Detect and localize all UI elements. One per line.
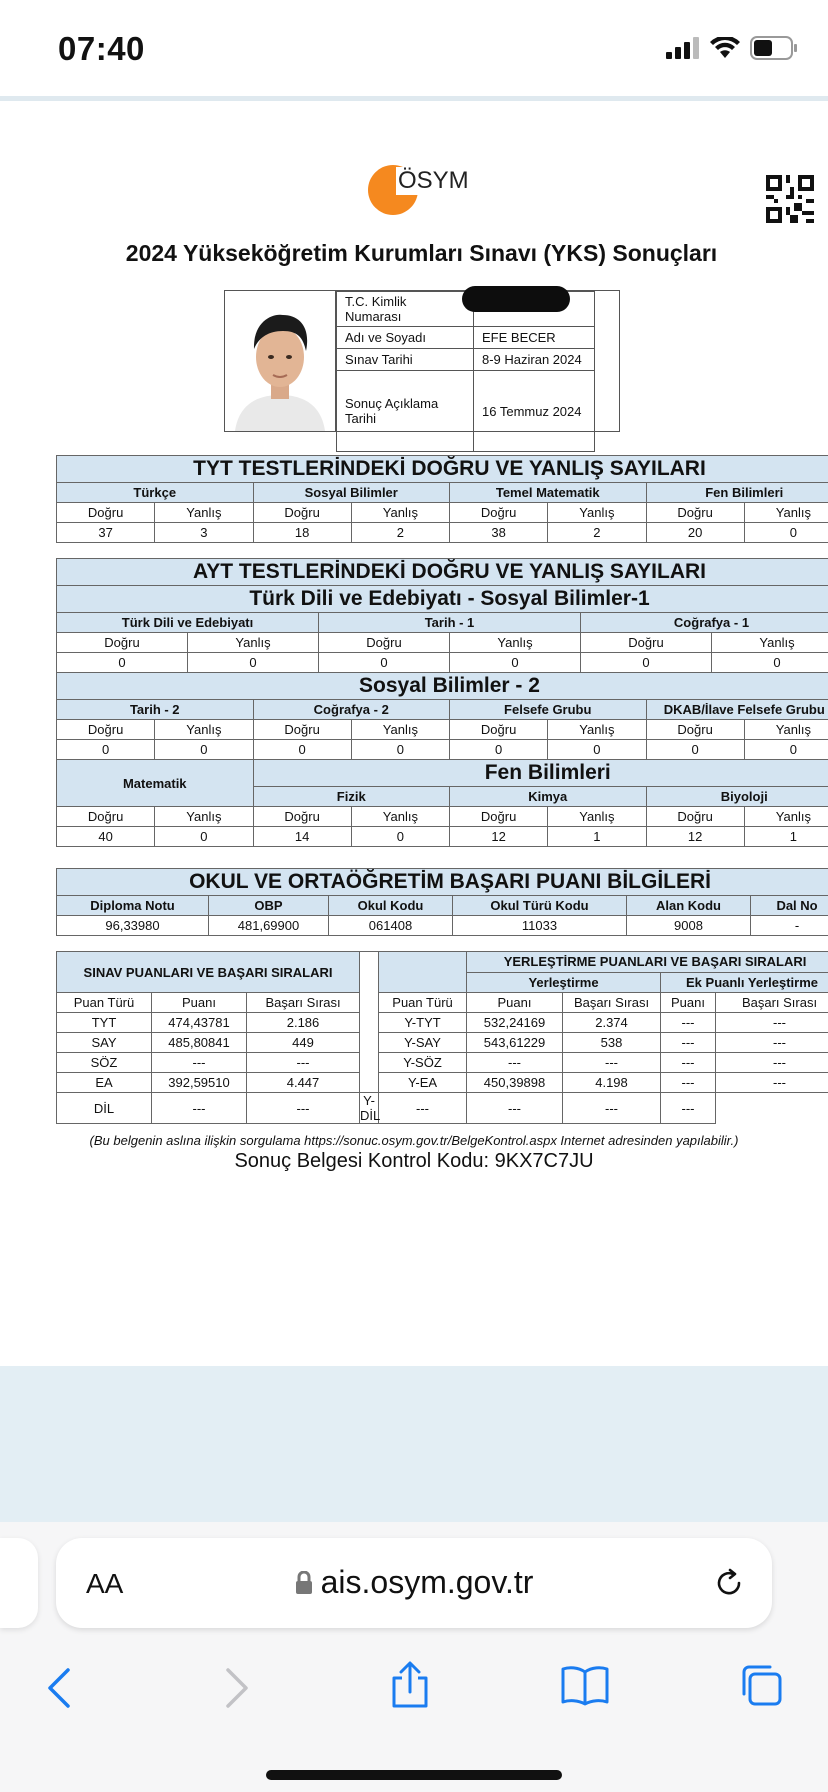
ayt-s2-value: 0 — [548, 740, 646, 760]
score-cell: Y-SAY — [379, 1033, 467, 1053]
verification-note: (Bu belgenin aslına ilişkin sorgulama https://sonuc.osym.gov.tr/BelgeKontrol.aspx Internet adresinden yapılabilir.) — [89, 1133, 739, 1148]
score-cell: --- — [716, 1073, 828, 1093]
obp-header: Alan Kodu — [627, 896, 751, 916]
score-cell: 392,59510 — [152, 1073, 247, 1093]
ayt-s2-subject: Coğrafya - 2 — [253, 700, 450, 720]
ayt-s2-dy: Doğru — [57, 720, 155, 740]
ayt-s2-value: 0 — [57, 740, 155, 760]
obp-value: 11033 — [453, 916, 627, 936]
name-value: EFE BECER — [474, 327, 595, 349]
candidate-photo — [225, 291, 336, 431]
score-cell: --- — [467, 1053, 563, 1073]
obp-header: OBP — [209, 896, 329, 916]
battery-icon — [750, 36, 798, 60]
address-bar[interactable] — [56, 1538, 772, 1628]
obp-value: - — [751, 916, 828, 936]
url-display[interactable] — [56, 1564, 772, 1601]
ayt-s3-value: 40 — [57, 827, 155, 847]
reload-icon[interactable] — [712, 1566, 746, 1600]
obp-title: OKUL VE ORTAÖĞRETİM BAŞARI PUANI BİLGİLERİ — [57, 869, 828, 896]
home-indicator — [266, 1770, 562, 1780]
ayt-s2-dy: Doğru — [253, 720, 351, 740]
tabs-icon[interactable] — [738, 1662, 784, 1708]
page-top-divider — [0, 96, 828, 101]
obp-header: Diploma Notu — [57, 896, 209, 916]
ayt-s2-dy: Yanlış — [351, 720, 449, 740]
ayt-s2-dy: Yanlış — [744, 720, 828, 740]
score-cell: Y-EA — [379, 1073, 467, 1093]
scores-left-title: SINAV PUANLARI VE BAŞARI SIRALARI — [57, 952, 360, 993]
ayt-s2-title: Sosyal Bilimler - 2 — [57, 673, 828, 700]
scores-gap — [360, 952, 379, 1093]
forward-icon[interactable] — [222, 1666, 252, 1710]
control-code: Sonuç Belgesi Kontrol Kodu: 9KX7C7JU — [234, 1150, 594, 1172]
ayt-s2-subject: Tarih - 2 — [57, 700, 254, 720]
candidate-photo-illustration — [225, 291, 335, 431]
tc-value — [474, 292, 595, 327]
scores-left-header: Başarı Sırası — [247, 993, 360, 1013]
table-row — [57, 1053, 828, 1073]
share-icon[interactable] — [388, 1660, 432, 1710]
url-text: ais.osym.gov.tr — [320, 1564, 534, 1600]
tc-label: T.C. Kimlik Numarası — [337, 292, 474, 327]
tyt-value: 2 — [548, 523, 646, 543]
score-cell: --- — [661, 1013, 716, 1033]
ayt-s1-dy: Yanlış — [188, 633, 319, 653]
tyt-dy: Yanlış — [351, 503, 449, 523]
reader-settings-button[interactable]: AA — [86, 1568, 124, 1599]
obp-section — [56, 868, 828, 936]
ayt-s3-value: 12 — [646, 827, 744, 847]
score-cell: --- — [467, 1093, 563, 1124]
ayt-s1-value: 0 — [188, 653, 319, 673]
score-cell: 4.198 — [563, 1073, 661, 1093]
score-cell: 4.447 — [247, 1073, 360, 1093]
bookmarks-icon[interactable] — [560, 1664, 610, 1706]
ayt-s3-value: 1 — [548, 827, 646, 847]
score-cell: --- — [716, 1033, 828, 1053]
score-cell: --- — [563, 1093, 661, 1124]
score-cell: 543,61229 — [467, 1033, 563, 1053]
ayt-table — [56, 558, 828, 847]
browser-toolbar — [0, 1522, 828, 1792]
ayt-s3-dy: Yanlış — [744, 807, 828, 827]
tyt-value: 37 — [57, 523, 155, 543]
ayt-s2-dy: Yanlış — [548, 720, 646, 740]
tyt-title: TYT TESTLERİNDEKİ DOĞRU VE YANLIŞ SAYILARI — [57, 456, 828, 483]
logo-text: ÖSYM — [398, 167, 469, 194]
score-cell: 2.374 — [563, 1013, 661, 1033]
ayt-s1-title: Türk Dili ve Edebiyatı - Sosyal Bilimler-1 — [57, 586, 828, 613]
identity-box — [224, 290, 620, 432]
ayt-s3-dy: Yanlış — [351, 807, 449, 827]
scores-right-header: Puanı — [661, 993, 716, 1013]
tyt-value: 18 — [253, 523, 351, 543]
ayt-s2-subject: Felsefe Grubu — [450, 700, 647, 720]
score-cell: --- — [661, 1053, 716, 1073]
table-row — [57, 1013, 828, 1033]
ayt-fen-title: Fen Bilimleri — [253, 760, 828, 787]
status-time: 07:40 — [58, 30, 145, 67]
tyt-dy: Doğru — [646, 503, 744, 523]
ayt-s1-subject: Tarih - 1 — [319, 613, 581, 633]
score-cell: Y-TYT — [379, 1013, 467, 1033]
ayt-fen-subject: Fizik — [253, 787, 450, 807]
scores-left-header: Puan Türü — [57, 993, 152, 1013]
signal-icon — [666, 37, 700, 59]
scores-table — [56, 951, 828, 1124]
ayt-s1-subject: Coğrafya - 1 — [581, 613, 828, 633]
obp-header: Okul Kodu — [329, 896, 453, 916]
score-cell: --- — [247, 1093, 360, 1124]
lock-icon — [295, 1571, 313, 1595]
ayt-s1-subject: Türk Dili ve Edebiyatı — [57, 613, 319, 633]
ayt-s3-dy: Doğru — [646, 807, 744, 827]
result-date-value: 16 Temmuz 2024 — [474, 371, 595, 452]
obp-value: 96,33980 — [57, 916, 209, 936]
ayt-s1-dy: Doğru — [57, 633, 188, 653]
wifi-icon — [710, 37, 740, 59]
ayt-s3-value: 14 — [253, 827, 351, 847]
identity-table — [336, 291, 595, 452]
score-cell: --- — [152, 1093, 247, 1124]
tyt-dy: Yanlış — [744, 503, 828, 523]
scores-left-header: Puanı — [152, 993, 247, 1013]
tyt-dy: Yanlış — [548, 503, 646, 523]
scores-ek-label: Ek Puanlı Yerleştirme — [661, 972, 828, 993]
ayt-s1-value: 0 — [57, 653, 188, 673]
tyt-subject: Türkçe — [57, 483, 254, 503]
scores-right-title: YERLEŞTİRME PUANLARI VE BAŞARI SIRALARI — [467, 952, 828, 973]
scores-right-blank — [379, 952, 467, 993]
table-row — [57, 1093, 828, 1124]
scores-right-header: Puanı — [467, 993, 563, 1013]
obp-header: Dal No — [751, 896, 828, 916]
ayt-mat-label: Matematik — [57, 760, 254, 807]
page-bottom-area — [0, 1366, 828, 1526]
score-cell: 450,39898 — [467, 1073, 563, 1093]
ayt-fen-subject: Kimya — [450, 787, 647, 807]
score-cell: --- — [563, 1053, 661, 1073]
ayt-s1-dy: Doğru — [319, 633, 450, 653]
status-icons — [666, 36, 798, 60]
back-icon[interactable] — [44, 1666, 74, 1710]
score-cell: TYT — [57, 1013, 152, 1033]
ayt-s1-dy: Yanlış — [712, 633, 828, 653]
name-label: Adı ve Soyadı — [337, 327, 474, 349]
obp-value: 9008 — [627, 916, 751, 936]
ayt-title: AYT TESTLERİNDEKİ DOĞRU VE YANLIŞ SAYILARI — [57, 559, 828, 586]
score-cell: --- — [661, 1093, 716, 1124]
page-title: 2024 Yükseköğretim Kurumları Sınavı (YKS) Sonuçları — [125, 240, 718, 266]
ayt-s2-subject: DKAB/İlave Felsefe Grubu — [646, 700, 828, 720]
tyt-subject: Fen Bilimleri — [646, 483, 828, 503]
scores-yer-label: Yerleştirme — [467, 972, 661, 993]
score-cell: --- — [379, 1093, 467, 1124]
tyt-dy: Doğru — [450, 503, 548, 523]
ayt-s3-dy: Yanlış — [155, 807, 253, 827]
ayt-s2-value: 0 — [744, 740, 828, 760]
score-cell: --- — [247, 1053, 360, 1073]
ayt-s2-value: 0 — [155, 740, 253, 760]
score-cell: --- — [661, 1033, 716, 1053]
ayt-fen-subject: Biyoloji — [646, 787, 828, 807]
tyt-subject: Temel Matematik — [450, 483, 647, 503]
scores-right-header: Puan Türü — [379, 993, 467, 1013]
ayt-s3-dy: Doğru — [57, 807, 155, 827]
ayt-s1-value: 0 — [581, 653, 712, 673]
ayt-s3-value: 1 — [744, 827, 828, 847]
table-row — [57, 1073, 828, 1093]
table-row — [57, 1033, 828, 1053]
exam-date-label: Sınav Tarihi — [337, 349, 474, 371]
ayt-s3-value: 0 — [155, 827, 253, 847]
ayt-s1-dy: Doğru — [581, 633, 712, 653]
browser-nav-bar — [0, 1652, 828, 1732]
tyt-value: 3 — [155, 523, 253, 543]
score-cell: --- — [716, 1053, 828, 1073]
ayt-s2-dy: Doğru — [450, 720, 548, 740]
ayt-s2-value: 0 — [450, 740, 548, 760]
ayt-s2-value: 0 — [253, 740, 351, 760]
tyt-table — [56, 455, 828, 543]
ayt-section — [56, 558, 828, 847]
score-cell: SAY — [57, 1033, 152, 1053]
scores-right-header: Başarı Sırası — [716, 993, 828, 1013]
score-cell: 538 — [563, 1033, 661, 1053]
tyt-value: 2 — [351, 523, 449, 543]
ayt-s2-dy: Yanlış — [155, 720, 253, 740]
osym-logo — [368, 155, 508, 215]
ayt-s1-value: 0 — [450, 653, 581, 673]
score-cell: --- — [716, 1013, 828, 1033]
tyt-value: 20 — [646, 523, 744, 543]
qr-code-icon — [766, 175, 814, 223]
result-date-label: Sonuç Açıklama Tarihi — [337, 371, 474, 452]
score-cell: Y-SÖZ — [379, 1053, 467, 1073]
score-cell: 2.186 — [247, 1013, 360, 1033]
score-cell: Y-DİL — [360, 1093, 381, 1123]
tyt-dy: Doğru — [57, 503, 155, 523]
score-cell: --- — [661, 1073, 716, 1093]
score-cell: DİL — [57, 1093, 152, 1124]
scores-right-header: Başarı Sırası — [563, 993, 661, 1013]
score-cell: 532,24169 — [467, 1013, 563, 1033]
ayt-s3-dy: Doğru — [253, 807, 351, 827]
exam-date-value: 8-9 Haziran 2024 — [474, 349, 595, 371]
ayt-s3-value: 12 — [450, 827, 548, 847]
obp-value: 481,69900 — [209, 916, 329, 936]
scores-section — [56, 951, 828, 1124]
ayt-s3-value: 0 — [351, 827, 449, 847]
tyt-section — [56, 455, 828, 543]
score-cell: 485,80841 — [152, 1033, 247, 1053]
status-bar — [0, 0, 828, 96]
score-cell: 474,43781 — [152, 1013, 247, 1033]
score-cell: SÖZ — [57, 1053, 152, 1073]
obp-table — [56, 868, 828, 936]
ayt-s1-dy: Yanlış — [450, 633, 581, 653]
ayt-s1-value: 0 — [712, 653, 828, 673]
tyt-subject: Sosyal Bilimler — [253, 483, 450, 503]
redaction-mark — [462, 286, 570, 312]
previous-tab-stub[interactable] — [0, 1538, 38, 1628]
score-cell: EA — [57, 1073, 152, 1093]
tyt-dy: Yanlış — [155, 503, 253, 523]
obp-header: Okul Türü Kodu — [453, 896, 627, 916]
ayt-s1-value: 0 — [319, 653, 450, 673]
ayt-s3-dy: Yanlış — [548, 807, 646, 827]
ayt-s2-value: 0 — [351, 740, 449, 760]
ayt-s3-dy: Doğru — [450, 807, 548, 827]
ayt-s2-dy: Doğru — [646, 720, 744, 740]
obp-value: 061408 — [329, 916, 453, 936]
score-cell: --- — [152, 1053, 247, 1073]
tyt-value: 0 — [744, 523, 828, 543]
ayt-s2-value: 0 — [646, 740, 744, 760]
tyt-value: 38 — [450, 523, 548, 543]
tyt-dy: Doğru — [253, 503, 351, 523]
score-cell: 449 — [247, 1033, 360, 1053]
